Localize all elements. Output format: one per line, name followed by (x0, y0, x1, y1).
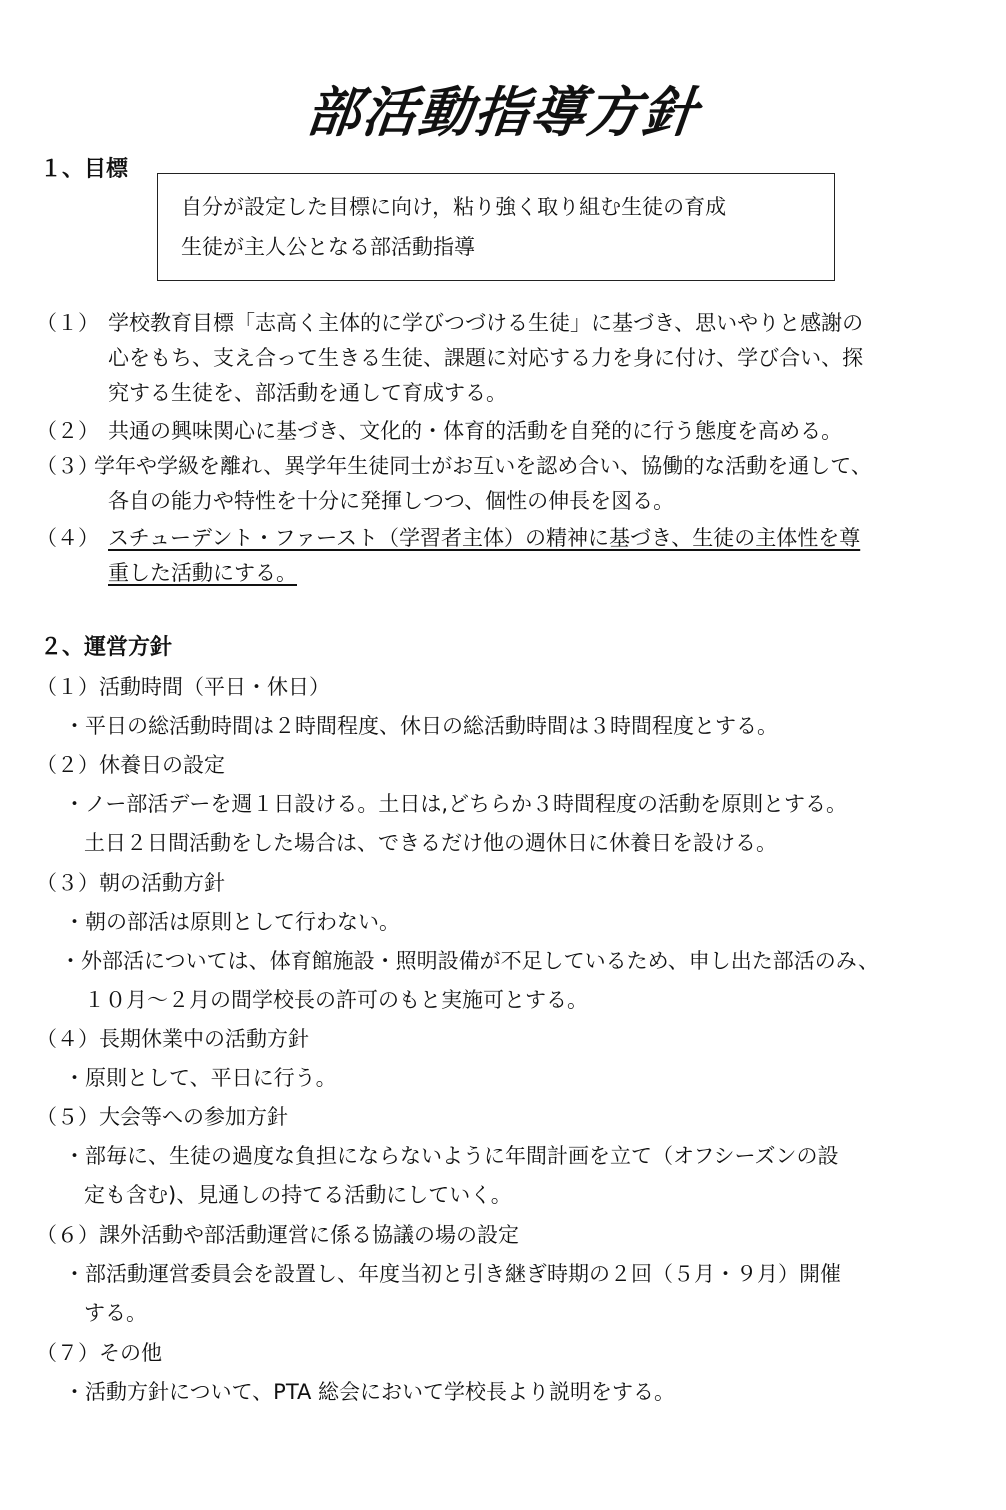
sub-3-heading: （３）朝の活動方針 (36, 871, 225, 895)
item-2-line-1: 共通の興味関心に基づき、文化的・体育的活動を自発的に行う態度を高める。 (108, 419, 843, 443)
sub-5-heading: （５）大会等への参加方針 (36, 1105, 288, 1129)
sub-7-heading: （７）その他 (36, 1341, 162, 1365)
item-1-line-1: 学校教育目標「志高く主体的に学びつづける生徒」に基づき、思いやりと感謝の (108, 311, 864, 335)
section-1-heading: １、目標 (40, 157, 129, 182)
item-2-number: （２） (36, 419, 99, 443)
sub-3-bullet-2: ・外部活については、体育館施設・照明設備が不足しているため、申し出た部活のみ、 (60, 949, 879, 973)
sub-2-bullet-1-cont: 土日２日間活動をした場合は、できるだけ他の週休日に休養日を設ける。 (84, 831, 777, 855)
item-1-line-2: 心をもち、支え合って生きる生徒、課題に対応する力を身に付け、学び合い、探 (108, 346, 864, 370)
sub-2-heading: （２）休養日の設定 (36, 753, 225, 777)
sub-3-bullet-1: ・朝の部活は原則として行わない。 (64, 910, 400, 934)
section-2-heading: ２、運営方針 (40, 635, 173, 660)
item-1-line-3: 究する生徒を、部活動を通して育成する。 (108, 381, 507, 405)
sub-5-bullet-1-cont: 定も含む)、見通しの持てる活動にしていく。 (84, 1183, 512, 1207)
sub-4-heading: （４）長期休業中の活動方針 (36, 1027, 309, 1051)
goal-box (157, 173, 835, 281)
item-4-line-2: 重した活動にする。 (108, 561, 297, 585)
sub-6-heading: （６）課外活動や部活動運営に係る協議の場の設定 (36, 1223, 519, 1247)
sub-1-heading: （１）活動時間（平日・休日） (36, 675, 330, 699)
item-1-number: （１） (36, 311, 99, 335)
goal-line-2: 生徒が主人公となる部活動指導 (181, 235, 475, 259)
sub-2-bullet-1: ・ノー部活デーを週１日設ける。土日は,どちらか３時間程度の活動を原則とする。 (64, 792, 848, 816)
item-3-line-2: 各自の能力や特性を十分に発揮しつつ、個性の伸長を図る。 (108, 489, 675, 513)
sub-7-bullet-1: ・活動方針について、PTA 総会において学校長より説明をする。 (64, 1380, 676, 1404)
item-3-line-1: 学年や学級を離れ、異学年生徒同士がお互いを認め合い、協働的な活動を通して、 (94, 454, 872, 478)
sub-6-bullet-1-cont: する。 (84, 1301, 147, 1325)
item-3-number: （３） (36, 454, 99, 478)
item-4-number: （４） (36, 526, 99, 550)
sub-3-bullet-2-cont: １０月～２月の間学校長の許可のもと実施可とする。 (84, 988, 588, 1012)
item-4-line-1: スチューデント・ファースト（学習者主体）の精神に基づき、生徒の主体性を尊 (108, 526, 861, 550)
sub-6-bullet-1: ・部活動運営委員会を設置し、年度当初と引き継ぎ時期の２回（５月・９月）開催 (64, 1262, 841, 1286)
sub-4-bullet-1: ・原則として、平日に行う。 (64, 1066, 337, 1090)
goal-line-1: 自分が設定した目標に向け，粘り強く取り組む生徒の育成 (181, 195, 727, 219)
sub-5-bullet-1: ・部毎に、生徒の過度な負担にならないように年間計画を立て（オフシーズンの設 (64, 1144, 839, 1168)
sub-1-bullet-1: ・平日の総活動時間は２時間程度、休日の総活動時間は３時間程度とする。 (64, 714, 778, 738)
page-title: 部活動指導方針 (303, 81, 702, 144)
